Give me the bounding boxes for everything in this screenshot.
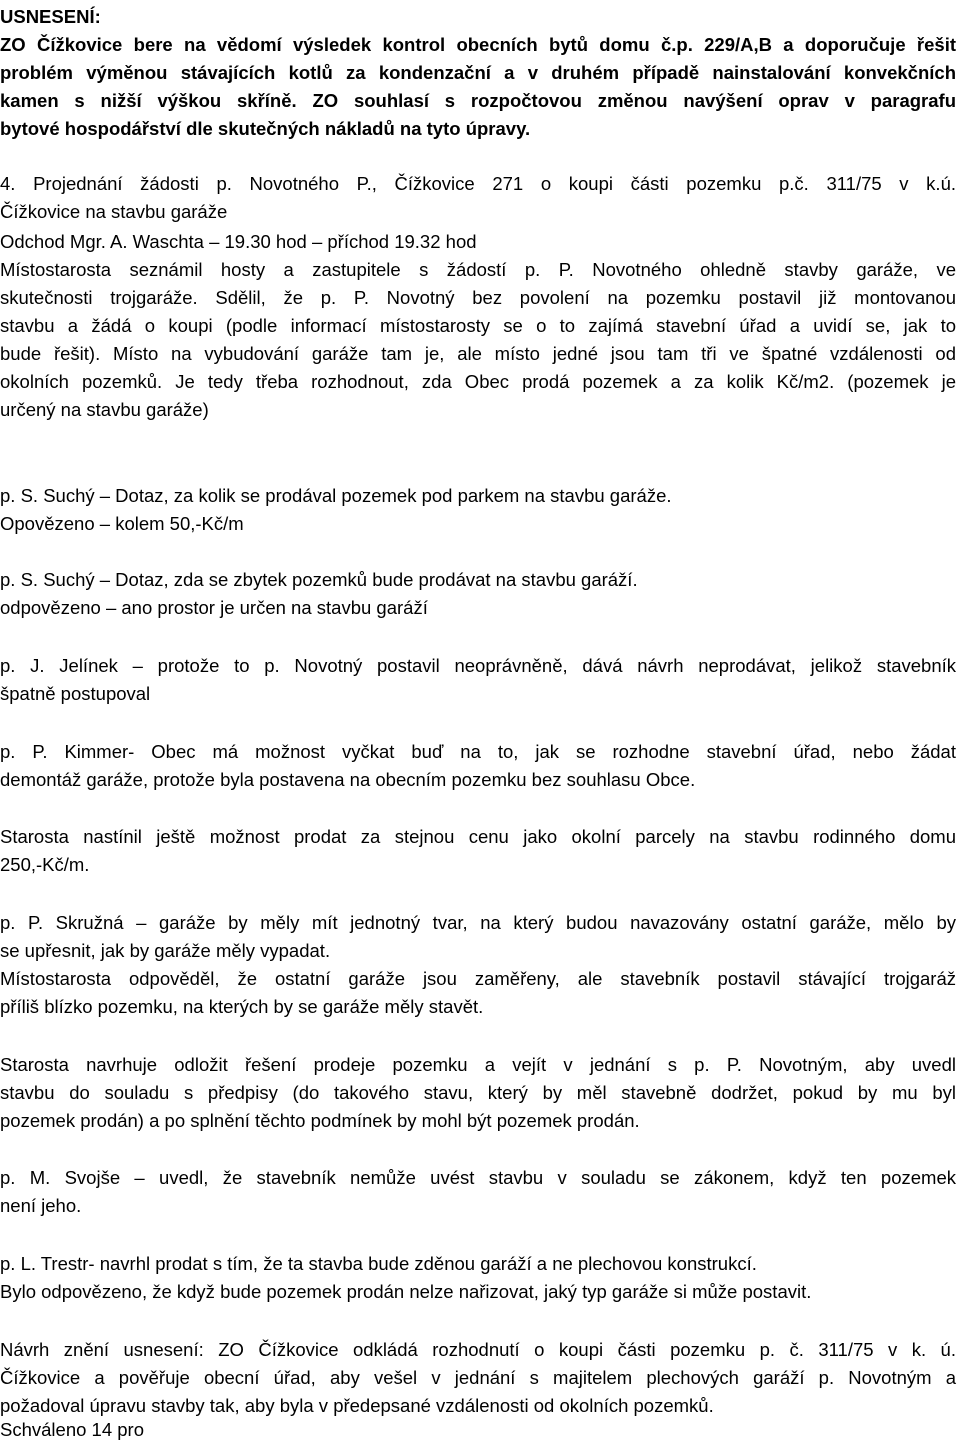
resolution-draft: Čížkovice a pověřuje obecní úřad, aby vešel v jednání s majitelem plechových garáží p. Novotným a bbox=[0, 1367, 956, 1388]
comment-svojse: není jeho. bbox=[0, 1195, 82, 1216]
question-suchy-2: p. S. Suchý – Dotaz, zda se zbytek pozemků bude prodávat na stavbu garáží. bbox=[0, 569, 638, 590]
deputy-mayor-answer: příliš blízko pozemku, na kterých by se garáže měly stavět. bbox=[0, 996, 484, 1017]
deputy-mayor-report-line: stavbu a žádá o koupi (podle informací místostarosty se o to zajímá stavební úřad a uvidí se, jak to bbox=[0, 315, 956, 336]
resolution-text-line: problém výměnou stávajících kotlů za kondenzační a v druhém případě nainstalování konvekčních bbox=[0, 62, 956, 83]
agenda-item-4-title: 4. Projednání žádosti p. Novotného P., Čížkovice 271 o koupi části pozemku p.č. 311/75 v k.ú. bbox=[0, 173, 956, 194]
mayor-proposal: pozemek prodán) a po splnění těchto podmínek by mohl být pozemek prodán. bbox=[0, 1110, 640, 1131]
mayor-proposal: stavbu do souladu s předpisy (do takového stavu, který by měl stavebně dodržet, pokud by mu byl bbox=[0, 1082, 956, 1103]
agenda-item-4-title: Čížkovice na stavbu garáže bbox=[0, 201, 228, 222]
vote-result: Schváleno 14 pro bbox=[0, 1419, 144, 1440]
deputy-mayor-report-line: skutečnosti trojgaráže. Sdělil, že p. P. Novotný bez povolení na pozemku postavil již montovanou bbox=[0, 287, 956, 308]
answer-suchy-1: Opovězeno – kolem 50,-Kč/m bbox=[0, 513, 244, 534]
resolution-draft: Návrh znění usnesení: ZO Čížkovice odkládá rozhodnutí o koupi části pozemku p. č. 311/75 v k. ú. bbox=[0, 1339, 956, 1360]
comment-skruzna: p. P. Skružná – garáže by měly mít jednotný tvar, na který budou navazovány ostatní garáže, mělo by bbox=[0, 912, 956, 933]
question-suchy-1: p. S. Suchý – Dotaz, za kolik se prodával pozemek pod parkem na stavbu garáže. bbox=[0, 485, 672, 506]
mayor-outline: Starosta nastínil ještě možnost prodat za stejnou cenu jako okolní parcely na stavbu rodinného domu bbox=[0, 826, 956, 847]
attendance-note: Odchod Mgr. A. Waschta – 19.30 hod – příchod 19.32 hod bbox=[0, 231, 477, 252]
comment-jelinek: špatně postupoval bbox=[0, 683, 151, 704]
deputy-mayor-report-line: bude řešit). Místo na vybudování garáže tam je, ale místo jedné jsou tam tři ve špatné vzdálenosti od bbox=[0, 343, 956, 364]
resolution-text-line: kamen s nižší výškou skříně. ZO souhlasí s rozpočtovou změnou navýšení oprav v paragrafu bbox=[0, 90, 956, 111]
resolution-text-line: bytové hospodářství dle skutečných nákladů na tyto úpravy. bbox=[0, 118, 531, 139]
resolution-draft: požadoval úpravu stavby tak, aby byla v předepsané vzdálenosti od okolních pozemků. bbox=[0, 1395, 714, 1416]
comment-jelinek: p. J. Jelínek – protože to p. Novotný postavil neoprávněně, dává návrh neprodávat, jelikož stavebník bbox=[0, 655, 956, 676]
comment-skruzna: se upřesnit, jak by garáže měly vypadat. bbox=[0, 940, 331, 961]
comment-kimmer: demontáž garáže, protože byla postavena na obecním pozemku bez souhlasu Obce. bbox=[0, 769, 696, 790]
resolution-text-line: ZO Čížkovice bere na vědomí výsledek kontrol obecních bytů domu č.p. 229/A,B a doporučuje řešit bbox=[0, 34, 956, 55]
deputy-mayor-answer: Místostarosta odpověděl, že ostatní garáže jsou zaměřeny, ale stavebník postavil stávající trojgaráž bbox=[0, 968, 956, 989]
resolution-heading: USNESENÍ: bbox=[0, 6, 101, 27]
deputy-mayor-report-line: okolních pozemků. Je tedy třeba rozhodnout, zda Obec prodá pozemek a za kolik Kč/m2. (pozemek je bbox=[0, 371, 956, 392]
comment-trestr: p. L. Trestr- navrhl prodat s tím, že ta stavba bude zděnou garáží a ne plechovou konstrukcí. bbox=[0, 1253, 757, 1274]
mayor-proposal: Starosta navrhuje odložit řešení prodeje pozemku a vejít v jednání s p. P. Novotným, aby uvedl bbox=[0, 1054, 956, 1075]
answer-suchy-2: odpovězeno – ano prostor je určen na stavbu garáží bbox=[0, 597, 428, 618]
deputy-mayor-report-line: Místostarosta seznámil hosty a zastupitele s žádostí p. P. Novotného ohledně stavby garáže, ve bbox=[0, 259, 956, 280]
comment-svojse: p. M. Svojše – uvedl, že stavebník nemůže uvést stavbu v souladu se zákonem, když ten pozemek bbox=[0, 1167, 956, 1188]
comment-kimmer: p. P. Kimmer- Obec má možnost vyčkat buď na to, jak se rozhodne stavební úřad, nebo žádat bbox=[0, 741, 956, 762]
deputy-mayor-report-line: určený na stavbu garáže) bbox=[0, 399, 209, 420]
mayor-outline: 250,-Kč/m. bbox=[0, 854, 90, 875]
comment-trestr-answer: Bylo odpovězeno, že když bude pozemek prodán nelze nařizovat, jaký typ garáže si může postavit. bbox=[0, 1281, 812, 1302]
